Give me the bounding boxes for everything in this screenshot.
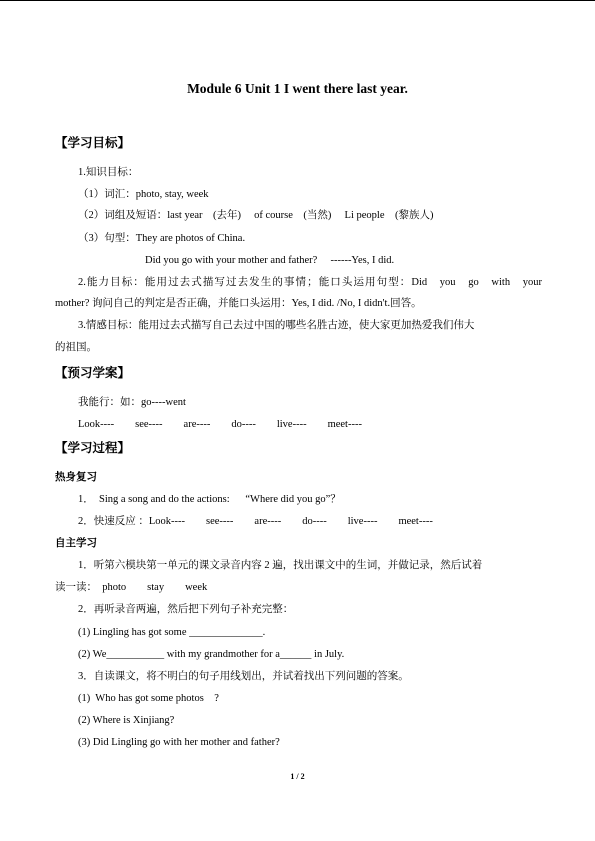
- self-study-heading: 自主学习: [55, 537, 97, 549]
- self-study-item-3: 3．自读课文，将不明白的句子用线划出，并试着找出下列问题的答案。: [78, 671, 409, 682]
- goal-phrases: （2）词组及短语：last year (去年) of course (当然) Li people (黎族人): [78, 210, 434, 221]
- preview-verbs: Look---- see---- are---- do---- live---- meet----: [78, 419, 362, 430]
- goal-ability-text1: 2.能力目标：能用过去式描写过去发生的事情；能口头运用句型：Did you go with your: [78, 277, 542, 288]
- preview-example: 我能行：如：go----went: [78, 397, 186, 408]
- self-study-item-1b: 读一读： photo stay week: [55, 582, 208, 593]
- question-2: (2) Where is Xinjiang?: [78, 715, 175, 726]
- section-heading-goals: 【学习目标】: [55, 135, 131, 150]
- goal-sentences: （3）句型：They are photos of China.: [78, 233, 246, 244]
- question-3: (3) Did Lingling go with her mother and father?: [78, 737, 280, 748]
- top-rule: [0, 0, 595, 1]
- goal-emotion-line1: 3.情感目标：能用过去式描写自己去过中国的哪些名胜古迹，使大家更加热爱我们伟大: [78, 320, 475, 331]
- goal-ability-line1: [55, 276, 542, 289]
- section-heading-preview: 【预习学案】: [55, 365, 131, 380]
- goal-knowledge: 1.知识目标：: [78, 167, 139, 178]
- fill-blank-1: (1) Lingling has got some ______________.: [78, 627, 266, 638]
- fill-blank-2: (2) We___________ with my grandmother for a______ in July.: [78, 649, 345, 660]
- page-number: 1 / 2: [290, 772, 305, 781]
- self-study-item-2: 2．再听录音两遍，然后把下列句子补充完整：: [78, 604, 294, 615]
- goal-vocabulary: （1）词汇：photo, stay, week: [78, 189, 209, 200]
- warmup-item-2: 2．快速反应 ：Look---- see---- are---- do---- live---- meet----: [78, 516, 433, 527]
- goal-sentences-2: Did you go with your mother and father? ------Yes, I did.: [145, 255, 395, 266]
- goal-ability-line2: mother? 询问自己的判定是否正确，并能口头运用：Yes, I did. /No, I didn't.回答。: [55, 298, 422, 309]
- warmup-item-1: 1． Sing a song and do the actions: “Where did you go”？: [78, 494, 341, 505]
- question-1: (1) Who has got some photos ?: [78, 693, 219, 704]
- section-heading-process: 【学习过程】: [55, 440, 131, 455]
- warmup-heading: 热身复习: [55, 471, 97, 483]
- page-title: Module 6 Unit 1 I went there last year.: [187, 81, 408, 96]
- self-study-item-1a: 1．听第六模块第一单元的课文录音内容 2 遍，找出课文中的生词，并做记录，然后试着: [78, 560, 483, 571]
- goal-emotion-line2: 的祖国。: [55, 342, 97, 353]
